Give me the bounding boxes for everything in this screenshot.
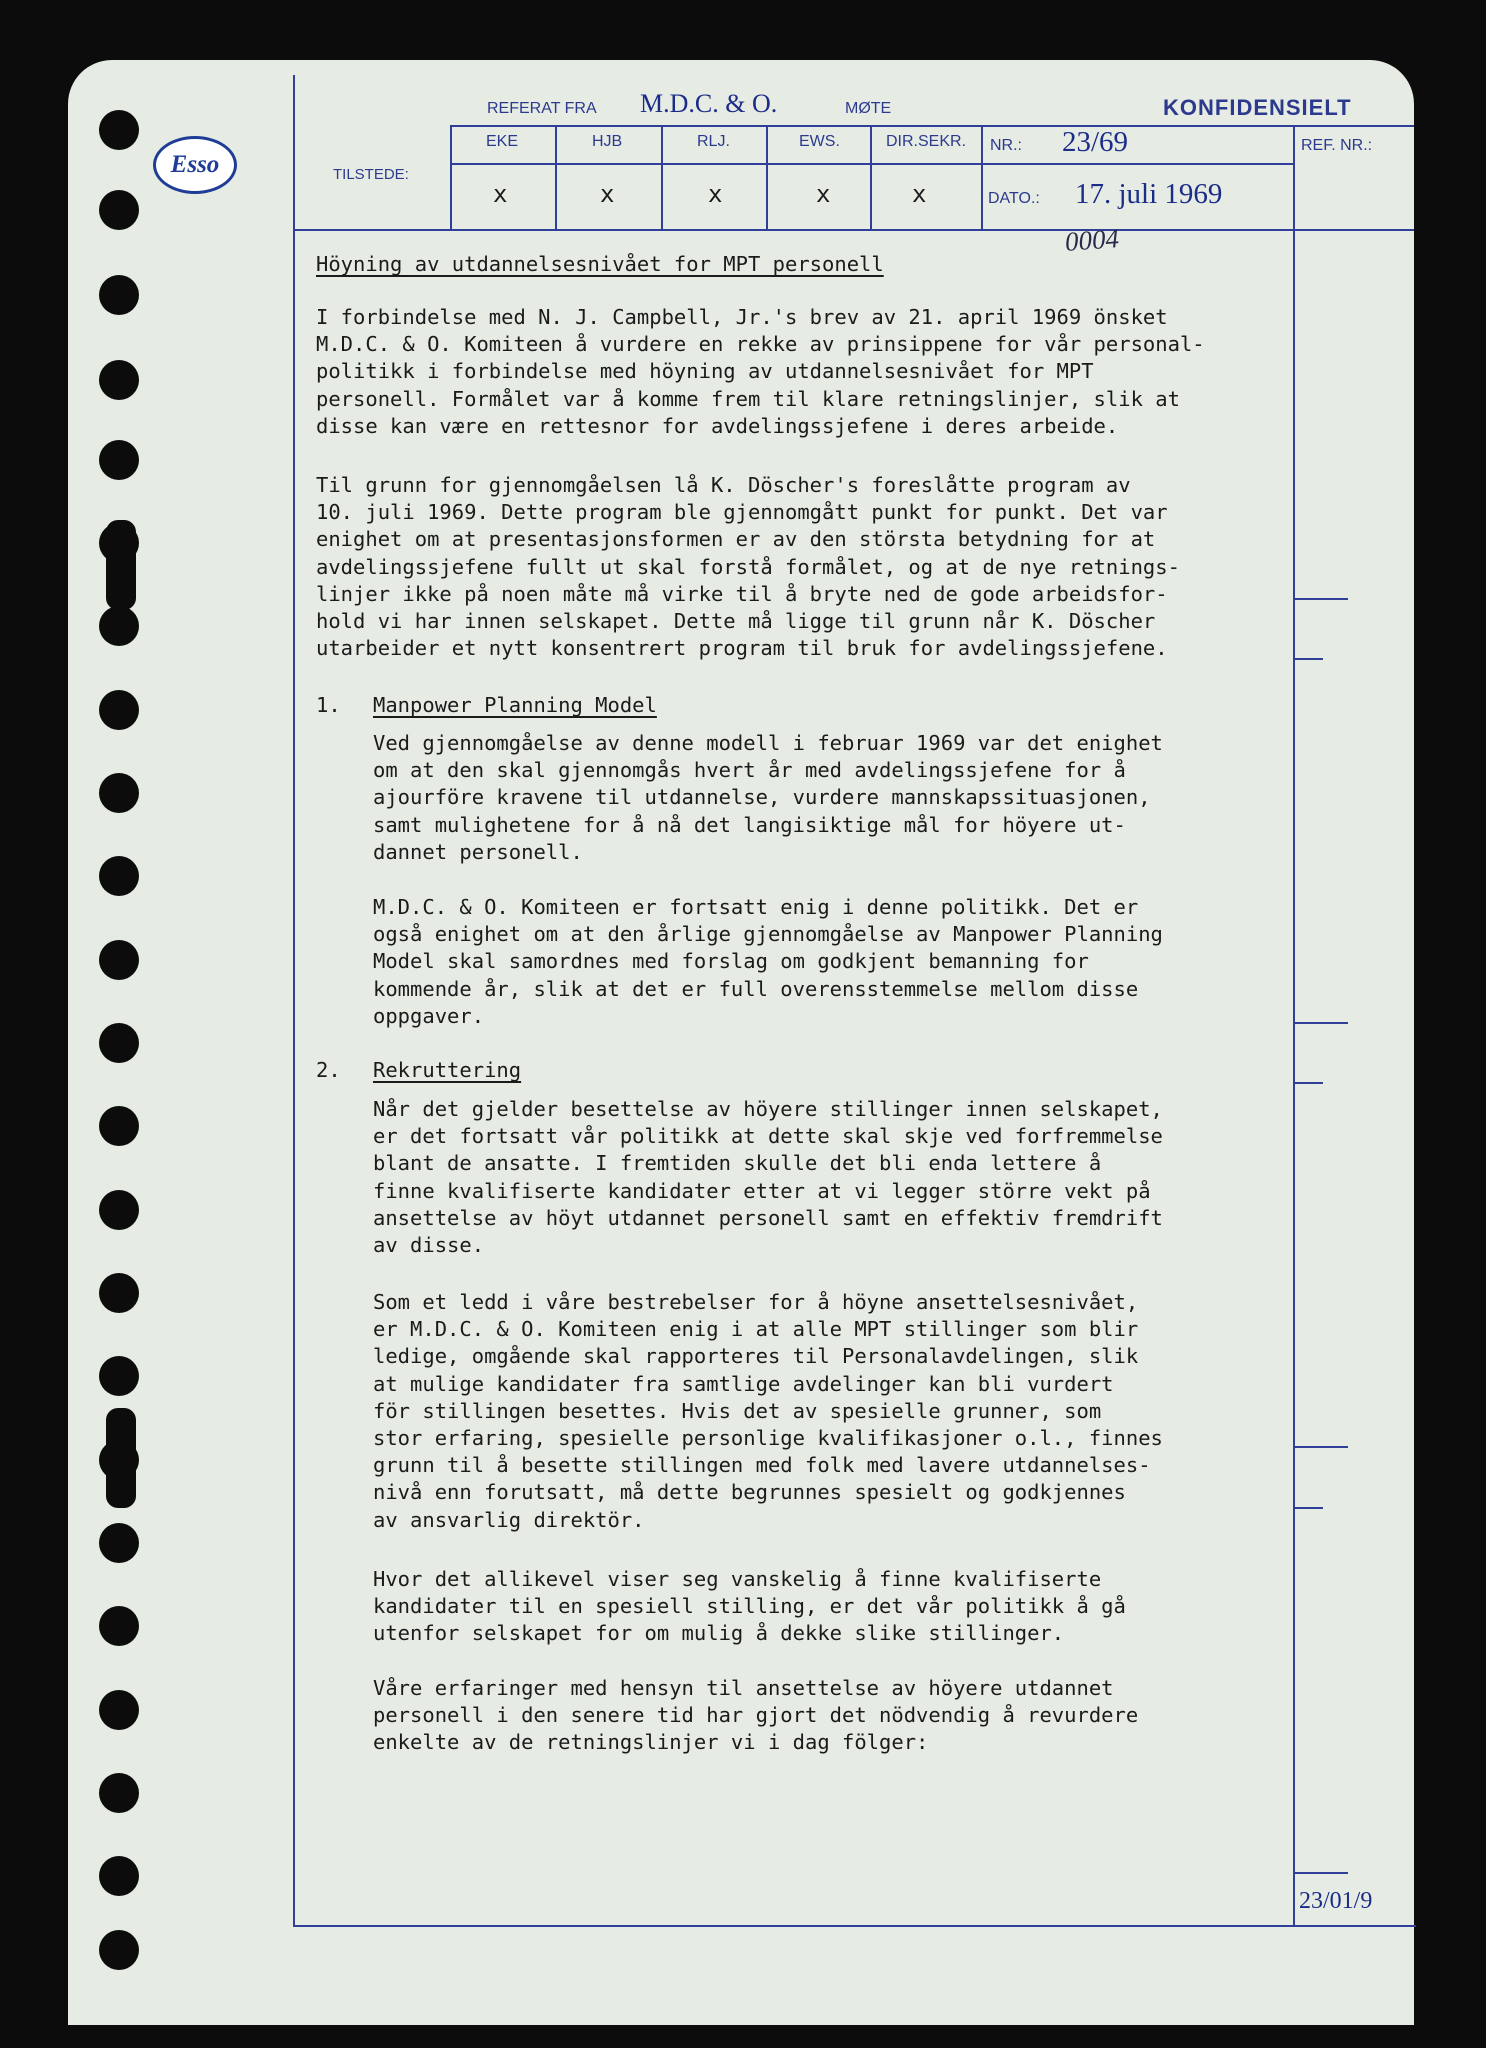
nr-value: 23/69 [1062, 126, 1129, 158]
punch-hole [99, 275, 139, 315]
section-number: 1. [316, 693, 341, 717]
margin-tick [1293, 598, 1348, 600]
section-paragraph: Våre erfaringer med hensyn til ansettelse av höyere utdannet personell i den senere tid har gjort det nödvendig å revurdere enkelte av de retningslinjer vi i dag fölger: [373, 1676, 1139, 1755]
ref-nr-label: REF. NR.: [1301, 137, 1373, 154]
margin-tick [1293, 658, 1323, 660]
margin-tick [1293, 1022, 1348, 1024]
margin-tick [1293, 1507, 1323, 1509]
punch-hole [99, 1773, 139, 1813]
attendee-initials: DIR.SEKR. [886, 133, 967, 150]
attendance-mark: x [493, 180, 508, 208]
punch-hole [99, 1273, 139, 1313]
punch-hole [99, 1190, 139, 1230]
punch-hole [99, 1606, 139, 1646]
intro-paragraph: I forbindelse med N. J. Campbell, Jr.'s brev av 21. april 1969 önsket M.D.C. & O. Komiteen å vurdere en rekke av prinsippene for vår personal- politikk i forbindelse med höyning av utdannelsesnivået for MPT personell. Formålet var å komme frem til klare retningslinjer, slik at disse kan være en rettesnor for avdelingssjefene i deres arbeide. [316, 305, 1205, 438]
section-heading: Manpower Planning Model [373, 693, 657, 717]
margin-tick [1293, 1872, 1348, 1874]
punch-hole [99, 1523, 139, 1563]
referat-label: REFERAT FRA [487, 100, 597, 117]
footer-reference: 23/01/9 [1299, 1888, 1373, 1914]
attendee-initials: RLJ. [697, 133, 730, 150]
punch-hole [99, 1356, 139, 1396]
punch-hole [99, 940, 139, 980]
dato-label: DATO.: [988, 190, 1040, 207]
margin-tick [1293, 1082, 1323, 1084]
binder-ring-1 [106, 520, 136, 610]
header-col-4 [766, 125, 768, 229]
attendance-mark: x [708, 180, 723, 208]
margin-tick [1293, 1446, 1348, 1448]
header-col-2 [555, 125, 557, 229]
punch-hole [99, 440, 139, 480]
tilstede-label: TILSTEDE: [333, 166, 409, 183]
punch-hole [99, 1106, 139, 1146]
committee-name: M.D.C. & O. [640, 89, 778, 118]
esso-logo: Esso [153, 136, 237, 194]
header-rule-top [450, 125, 1414, 127]
attendance-mark: x [816, 180, 831, 208]
handwritten-stamp: 0004 [1063, 223, 1120, 257]
header-col-ref [1293, 125, 1295, 229]
header-rule-nr [450, 163, 1293, 165]
section-paragraph: Når det gjelder besettelse av höyere stillinger innen selskapet, er det fortsatt vår politikk at dette skal skje ved forfremmelse blant de ansatte. I fremtiden skulle det bli enda lettere å finne kvalifiserte kandidater etter at vi legger större vekt på ansettelse av höyt utdannet personell samt en effektiv fremdrift av disse. [373, 1097, 1163, 1258]
margin-rule [1293, 229, 1295, 1927]
punch-hole [99, 773, 139, 813]
document-title: Höyning av utdannelsesnivået for MPT personell [316, 252, 884, 276]
punch-hole [99, 690, 139, 730]
attendance-mark: x [600, 180, 615, 208]
section-paragraph: M.D.C. & O. Komiteen er fortsatt enig i denne politikk. Det er også enighet om at den årlige gjennomgåelse av Manpower Planning Model skal samordnes med forslag om godkjent bemanning for kommende år, slik at det er full overensstemmelse mellom disse oppgaver. [373, 895, 1163, 1028]
section-paragraph: Ved gjennomgåelse av denne modell i februar 1969 var det enighet om at den skal gjennomgås hvert år med avdelingssjefene for å ajourföre kravene til utdannelse, vurdere mannskapssituasjonen, samt mulighetene for å nå det langisiktige mål for höyere ut- dannet personell. [373, 731, 1163, 864]
header-rule-bottom [293, 229, 1414, 231]
attendee-initials: EWS. [799, 133, 840, 150]
attendee-initials: HJB [592, 133, 623, 150]
header-col-6 [981, 125, 983, 229]
punch-hole [99, 190, 139, 230]
punch-hole [99, 1930, 139, 1970]
section-number: 2. [316, 1058, 341, 1082]
intro-paragraph: Til grunn for gjennomgåelsen lå K. Döscher's foreslåtte program av 10. juli 1969. Dette program ble gjennomgått punkt for punkt. Det var enighet om at presentasjonsformen er av den största betydning for at avdelingssjefene fullt ut skal forstå formålet, og at de nye retnings- linjer ikke på noen måte må virke til å bryte ned de gode arbeidsfor- hold vi har innen selskapet. Dette må ligge til grunn når K. Döscher utarbeider et nytt konsentrert program til bruk for avdelingssjefene. [316, 473, 1180, 661]
nr-label: NR.: [990, 137, 1022, 154]
punch-hole [99, 856, 139, 896]
punch-hole [99, 1690, 139, 1730]
dato-value: 17. juli 1969 [1075, 178, 1223, 210]
attendance-mark: x [912, 180, 927, 208]
section-paragraph: Som et ledd i våre bestrebelser for å höyne ansettelsesnivået, er M.D.C. & O. Komiteen enig i at alle MPT stillinger som blir ledige, omgående skal rapporteres til Personalavdelingen, slik at mulige kandidater fra samtlige avdelinger kan bli vurdert för stillingen besettes. Hvis det av spesielle grunner, som stor erfaring, spesielle personlige kvalifikasjoner o.l., finnes grunn til å besette stillingen med folk med lavere utdannelses- nivå enn forutsatt, må dette begrunnes spesielt og godkjennes av ansvarlig direktör. [373, 1290, 1163, 1532]
attendee-initials: EKE [486, 133, 519, 150]
header-col-5 [870, 125, 872, 229]
header-col-3 [661, 125, 663, 229]
punch-hole [99, 606, 139, 646]
mote-label: MØTE [845, 100, 892, 117]
header-col-1 [450, 125, 452, 229]
punch-hole [99, 1856, 139, 1896]
section-paragraph: Hvor det allikevel viser seg vanskelig å finne kvalifiserte kandidater til en spesiell stilling, er det vår politikk å gå utenfor selskapet for om mulig å dekke slike stillinger. [373, 1567, 1126, 1646]
section-heading: Rekruttering [373, 1058, 522, 1082]
punch-hole [99, 110, 139, 150]
punch-hole [99, 1023, 139, 1063]
classification: KONFIDENSIELT [1163, 95, 1352, 120]
punch-hole [99, 360, 139, 400]
binder-ring-2 [106, 1408, 136, 1508]
